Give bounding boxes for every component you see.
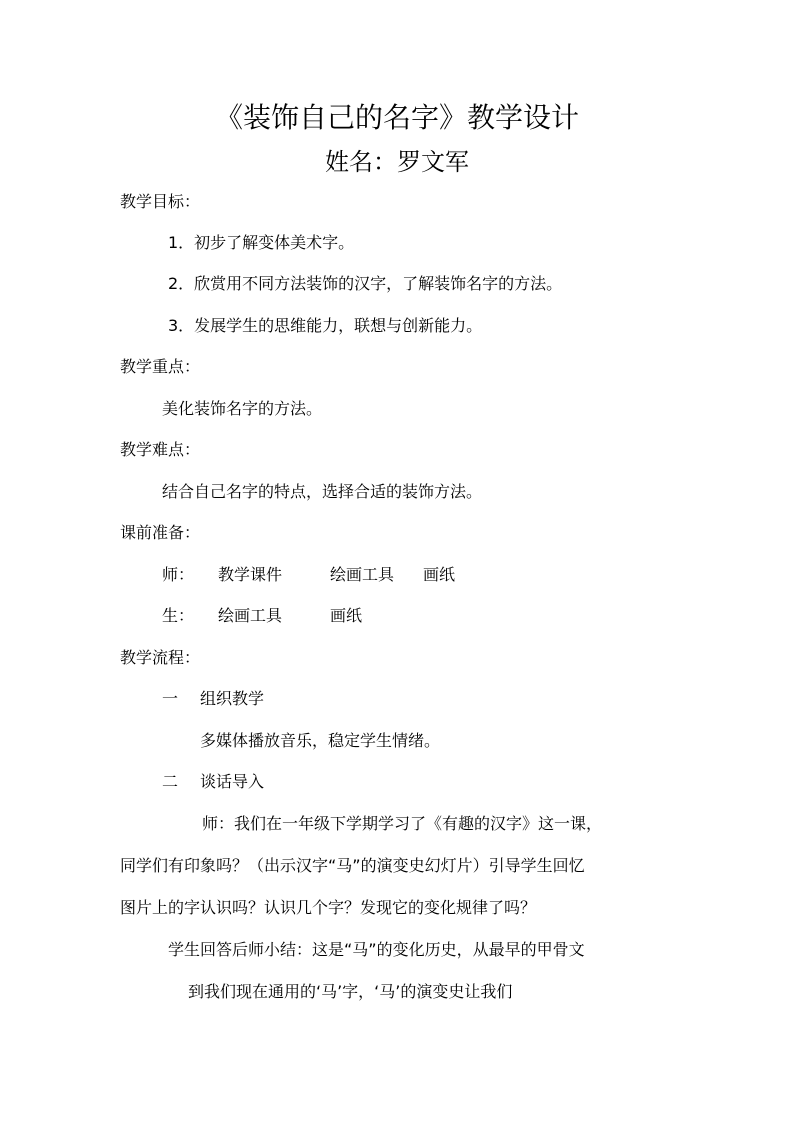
prep-teacher-item: 教学课件 bbox=[218, 565, 283, 584]
key-heading: 教学重点： bbox=[120, 357, 201, 376]
process-heading: 教学流程： bbox=[120, 648, 201, 667]
goal-item-2: 2．欣赏用不同方法装饰的汉字，了解装饰名字的方法。 bbox=[168, 274, 563, 293]
difficulty-text: 结合自己名字的特点，选择合适的装饰方法。 bbox=[162, 482, 483, 501]
step1-title: 组织教学 bbox=[200, 689, 265, 708]
step1-row bbox=[162, 689, 264, 709]
prep-student-row bbox=[162, 606, 362, 626]
goal-item-1: 1．初步了解变体美术字。 bbox=[168, 233, 355, 252]
step2-line-4: 学生回答后师小结：这是“马”的变化历史，从最早的甲骨文 bbox=[168, 940, 585, 959]
prep-student-item: 画纸 bbox=[330, 606, 363, 625]
step1-text: 多媒体播放音乐，稳定学生情绪。 bbox=[200, 731, 441, 750]
step2-line-1: 师：我们在一年级下学期学习了《有趣的汉字》这一课， bbox=[202, 814, 603, 833]
prep-student-item: 绘画工具 bbox=[218, 606, 283, 625]
document-title: 《装饰自己的名字》教学设计 bbox=[214, 101, 579, 134]
step2-line-2: 同学们有印象吗？（出示汉字“马”的演变史幻灯片）引导学生回忆 bbox=[120, 856, 585, 875]
author-line: 姓名：罗文军 bbox=[325, 148, 469, 176]
difficulty-heading: 教学难点： bbox=[120, 440, 201, 459]
step2-line-5: 到我们现在通用的‘马’字，‘马’的演变史让我们 bbox=[188, 982, 513, 1001]
goals-heading: 教学目标： bbox=[120, 192, 201, 211]
step2-line-3: 图片上的字认识吗？认识几个字？发现它的变化规律了吗？ bbox=[120, 898, 537, 917]
prep-heading: 课前准备： bbox=[120, 523, 201, 542]
step2-title: 谈话导入 bbox=[200, 772, 265, 791]
goal-item-3: 3．发展学生的思维能力，联想与创新能力。 bbox=[168, 316, 483, 335]
key-text: 美化装饰名字的方法。 bbox=[162, 399, 323, 418]
prep-teacher-item: 绘画工具 bbox=[330, 565, 395, 584]
prep-student-label: 生： bbox=[162, 606, 195, 625]
step2-number: 二 bbox=[162, 772, 179, 791]
prep-teacher-item: 画纸 bbox=[423, 565, 456, 584]
step1-number: 一 bbox=[162, 689, 179, 708]
prep-teacher-row bbox=[162, 565, 455, 585]
step2-row bbox=[162, 772, 264, 792]
prep-teacher-label: 师： bbox=[162, 565, 195, 584]
